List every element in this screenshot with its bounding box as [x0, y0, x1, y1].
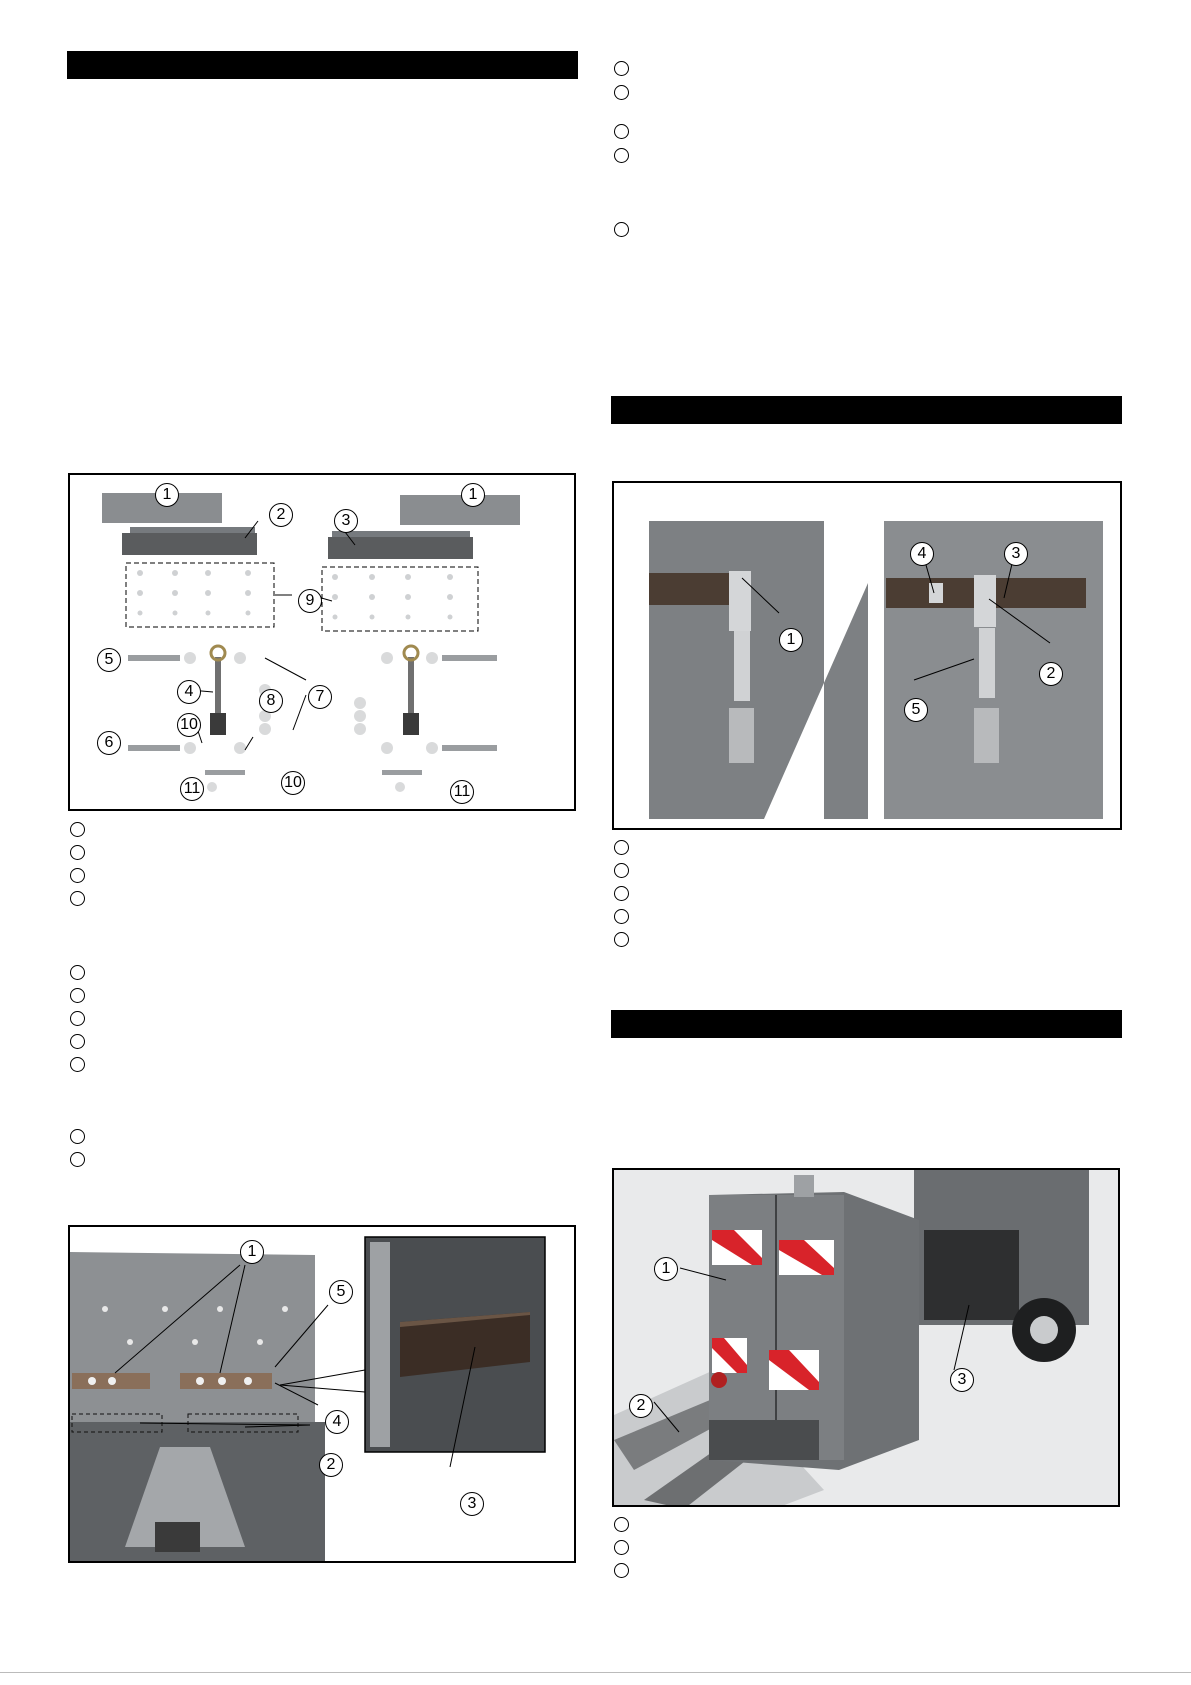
rear-panel-illustration: [70, 1227, 576, 1563]
page-footer-rule: [0, 1672, 1191, 1673]
parts-kit-illustration: [70, 475, 576, 811]
list-bullet: [614, 886, 629, 901]
list-bullet: [614, 932, 629, 947]
callout-1a: 1: [155, 483, 179, 507]
list-bullet: [614, 909, 629, 924]
list-bullet: [614, 1540, 629, 1555]
callout-1b: 1: [461, 483, 485, 507]
section-header-bar-2: [611, 396, 1122, 424]
callout-9: 9: [298, 589, 322, 613]
figure-rear-panel: [68, 1225, 576, 1563]
callout-1: 1: [654, 1257, 678, 1281]
callout-10b: 10: [281, 771, 305, 795]
section-header-bar-1: [67, 51, 578, 79]
callout-3: 3: [334, 509, 358, 533]
figure-unit-on-rails: [612, 1168, 1120, 1507]
callout-3: 3: [1004, 542, 1028, 566]
callout-2: 2: [319, 1453, 343, 1477]
callout-3: 3: [950, 1368, 974, 1392]
figure-linkage-installed: [612, 481, 1122, 830]
list-bullet: [614, 124, 629, 139]
callout-2: 2: [1039, 662, 1063, 686]
callout-5: 5: [329, 1280, 353, 1304]
callout-6: 6: [97, 731, 121, 755]
list-bullet: [614, 61, 629, 76]
callout-3: 3: [460, 1492, 484, 1516]
callout-1: 1: [240, 1240, 264, 1264]
list-bullet: [614, 1563, 629, 1578]
callout-10a: 10: [177, 713, 201, 737]
callout-1: 1: [779, 628, 803, 652]
list-bullet: [70, 1011, 85, 1026]
list-bullet: [70, 1152, 85, 1167]
section-header-bar-3: [611, 1010, 1122, 1038]
list-bullet: [614, 1517, 629, 1532]
list-bullet: [70, 868, 85, 883]
list-bullet: [614, 222, 629, 237]
list-bullet: [614, 85, 629, 100]
linkage-illustration: [614, 483, 1122, 830]
list-bullet: [614, 148, 629, 163]
list-bullet: [70, 1034, 85, 1049]
callout-4: 4: [177, 680, 201, 704]
list-bullet: [70, 988, 85, 1003]
callout-5: 5: [97, 648, 121, 672]
callout-8: 8: [259, 689, 283, 713]
callout-11b: 11: [450, 780, 474, 804]
unit-on-rails-illustration: [614, 1170, 1120, 1507]
list-bullet: [70, 891, 85, 906]
list-bullet: [614, 863, 629, 878]
callout-7: 7: [308, 685, 332, 709]
list-bullet: [70, 822, 85, 837]
callout-4: 4: [325, 1410, 349, 1434]
list-bullet: [70, 1057, 85, 1072]
callout-4: 4: [910, 542, 934, 566]
callout-2: 2: [629, 1394, 653, 1418]
callout-11a: 11: [180, 777, 204, 801]
list-bullet: [70, 1129, 85, 1144]
list-bullet: [70, 845, 85, 860]
figure-parts-kit: [68, 473, 576, 811]
list-bullet: [614, 840, 629, 855]
list-bullet: [70, 965, 85, 980]
callout-2: 2: [269, 503, 293, 527]
callout-5: 5: [904, 698, 928, 722]
